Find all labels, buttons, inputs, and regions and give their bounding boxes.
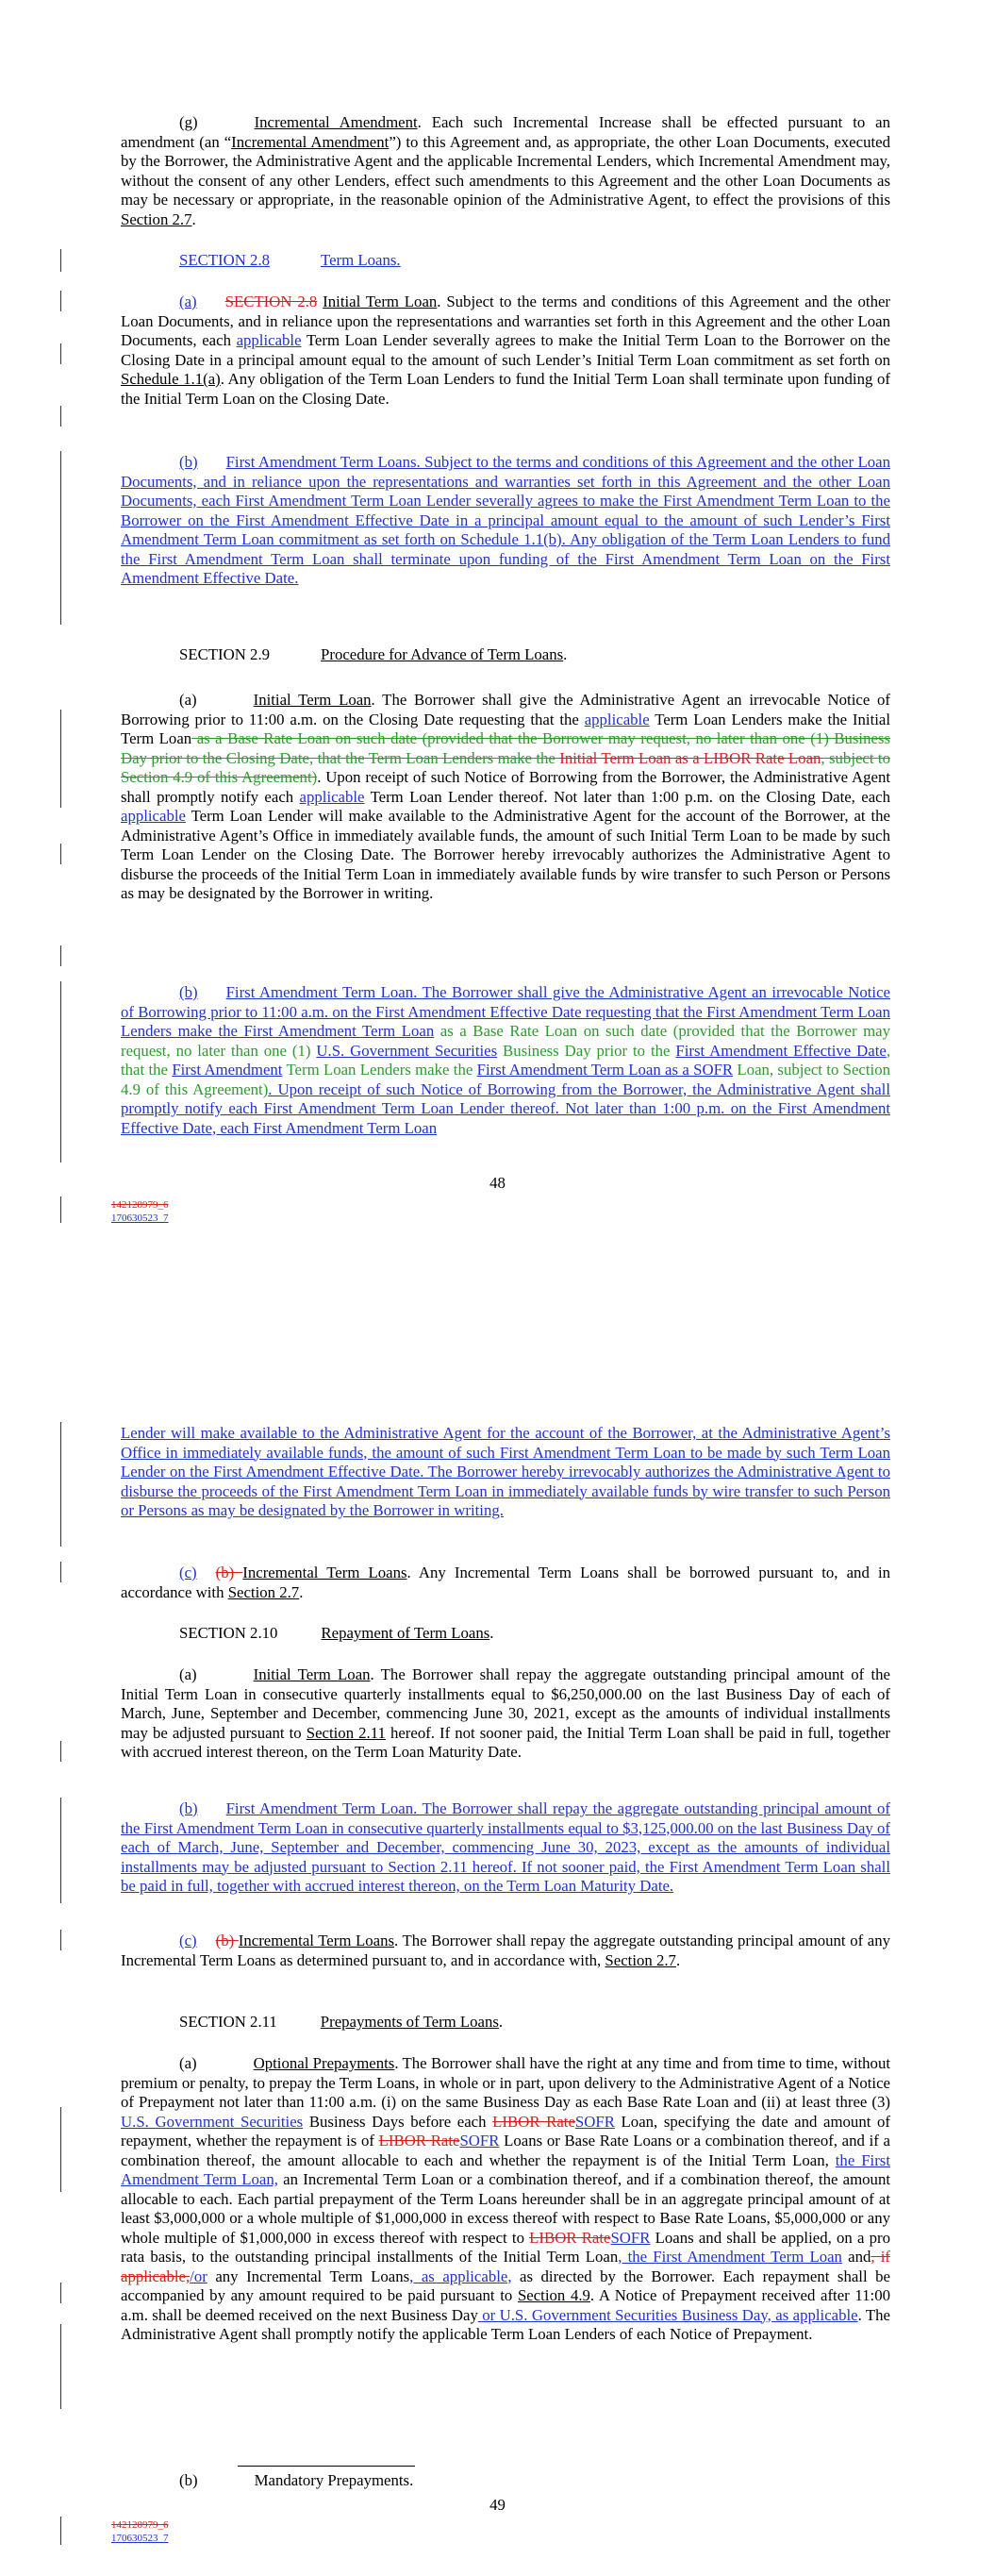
change-bar [60, 1741, 61, 1762]
section-ref[interactable]: Section 2.11 [306, 1723, 386, 1742]
change-bar [60, 249, 61, 272]
change-bar [60, 1562, 61, 1582]
section-2-8-heading: SECTION 2.8 Term Loans. [179, 251, 401, 269]
change-bar [60, 981, 61, 1163]
para-2-9-c: (c) (b) Incremental Term Loans. Any Incremental Term Loans shall be borrowed pursuant to, and in accordance with Section 2.7. [121, 1564, 890, 1601]
change-bar [60, 451, 61, 625]
change-bar [60, 2517, 61, 2545]
section-ref[interactable]: Section 2.7 [121, 209, 192, 228]
para-2-8-a: (a) SECTION 2.8 Initial Term Loan. Subject to the terms and conditions of this Agreement and the other Loan Documents, and in reliance upon the representations and warranties set forth in this Agreement and the other Loan Documents, each applicable Term Loan Lender severally agrees to make the Initial Term Loan to the Borrower on the Closing Date in a principal amount equal to the amount of such Lender’s Initial Term Loan commitment as set forth on Schedule 1.1(a). Any obligation of the Term Loan Lenders to fund the Initial Term Loan shall terminate upon funding of the Initial Term Loan on the Closing Date. [121, 293, 891, 408]
para-2-9-b-continued: Lender will make available to the Administrative Agent for the account of the Borrower, at the Administrative Agent’s Office in immediately available funds, the amount of such First Amendment Term Loan to be made by such Term Loan Lender on the First Amendment Effective Date. The Borrower hereby irrevocably authorizes the Administrative Agent to disburse the proceeds of the First Amendment Term Loan in immediately available funds by wire transfer to such Person or Persons as may be designated by the Borrower in writing. [121, 1424, 890, 1519]
para-2-8-b: (b) First Amendment Term Loans. Subject to the terms and conditions of this Agreement and the other Loan Documents, and in reliance upon the representations and warranties set forth in this Agreement and the other Loan Documents, each First Amendment Term Loan Lender severally agrees to make the First Amendment Term Loan to the Borrower on the First Amendment Effective Date in a principal amount equal to the amount of such Lender’s First Amendment Term Loan commitment as set forth on Schedule 1.1(b). Any obligation of the Term Loan Lenders to fund the First Amendment Term Loan shall terminate upon funding of the First Amendment Term Loan on the First Amendment Effective Date. [121, 453, 890, 587]
para-2-10-a: (a) Initial Term Loan. The Borrower shall repay the aggregate outstanding principal amount of the Initial Term Loan in consecutive quarterly installments equal to $6,250,000.00 on the last Business Day of each of March, June, September and December, commencing June 30, 2021, except as the amounts of individual installments may be adjusted pursuant to Section 2.11 hereof. If not sooner paid, the Initial Term Loan shall be paid in full, together with accrued interest thereon, on the Term Loan Maturity Date. [121, 1665, 890, 1761]
change-bar [60, 1930, 61, 1950]
para-2-11-a: (a) Optional Prepayments. The Borrower shall have the right at any time and from time to time, without premium or penalty, to prepay the Term Loans, in whole or in part, upon delivery to the Administrative Agent of a Notice of Prepayment not later than 11:00 a.m. (i) on the same Business Day as each Base Rate Loan and (ii) at least three (3) U.S. Government Securities Business Days before each LIBOR RateSOFR Loan, specifying the date and amount of repayment, whether the repayment is of LIBOR RateSOFR Loans or Base Rate Loans or a combination thereof, and if a combination thereof, the amount allocable to each and whether the repayment is of the Initial Term Loan, the First Amendment Term Loan, an Incremental Term Loan or a combination thereof, and if a combination thereof, the amount allocable to each. Each partial prepayment of the Term Loans hereunder shall be in an aggregate principal amount of at least $3,000,000 or a whole multiple of $1,000,000 in excess thereof with respect to Base Rate Loans, $5,000,000 or any whole multiple of $1,000,000 in excess thereof with respect to LIBOR RateSOFR Loans and shall be applied, on a pro rata basis, to the outstanding principal installments of the Initial Term Loan, the First Amendment Term Loan and, if applicable,/or any Incremental Term Loans, as applicable, as directed by the Borrower. Each repayment shall be accompanied by any amount required to be paid pursuant to Section 4.9. A Notice of Prepayment received after 11:00 a.m. shall be deemed received on the next Business Day or U.S. Government Securities Business Day, as applicable. The Administrative Agent shall promptly notify the applicable Term Loan Lenders of each Notice of Prepayment. [121, 2054, 891, 2343]
change-bar [60, 343, 61, 364]
para-2-7-g: (g) Incremental Amendment. Each such Incremental Increase shall be effected pursuant to an amendment (an “Incremental Amendment”) to this Agreement and, as appropriate, the other Loan Documents, executed by the Borrower, the Administrative Agent and the applicable Incremental Lenders, which Incremental Amendment may, without the consent of any other Lenders, effect such amendments to this Agreement and the other Loan Documents as may be necessary or appropriate, in the reasonable opinion of the Administrative Agent, to effect the provisions of this Section 2.7. [121, 113, 891, 228]
change-bar [60, 291, 61, 311]
change-bar [60, 2107, 61, 2192]
schedule-ref[interactable]: Schedule 1.1(a) [121, 370, 221, 388]
change-bar [60, 945, 61, 966]
document-id: 142128979_6 170630523_7 [111, 1199, 169, 1224]
change-bar [60, 710, 61, 808]
change-bar [60, 1798, 61, 1903]
change-bar [60, 2283, 61, 2303]
section-2-9-heading: SECTION 2.9 Procedure for Advance of Term Loans. [179, 645, 568, 663]
section-ref[interactable]: Section 2.7 [227, 1582, 300, 1601]
section-ref[interactable]: Section 4.9 [517, 2286, 590, 2304]
change-bar [60, 1196, 61, 1223]
change-bar [60, 406, 61, 427]
page-49 [0, 1288, 995, 2576]
para-2-10-b: (b) First Amendment Term Loan. The Borrower shall repay the aggregate outstanding principal amount of the First Amendment Term Loan in consecutive quarterly installments equal to $3,125,000.00 on the last Business Day of each of March, June, September and December, commencing June 30, 2023, except as the amounts of individual installments may be adjusted pursuant to Section 2.11 hereof. If not sooner paid, the First Amendment Term Loan shall be paid in full, together with accrued interest thereon, on the Term Loan Maturity Date. [121, 1799, 890, 1895]
change-bar [60, 1422, 61, 1547]
footnote-separator [238, 2466, 415, 2467]
page-number: 48 [489, 1174, 506, 1192]
document-id: 142128979_6 170630523_7 [111, 2519, 169, 2544]
para-2-9-b: (b) First Amendment Term Loan. The Borrower shall give the Administrative Agent an irrevocable Notice of Borrowing prior to 11:00 a.m. on the First Amendment Effective Date requesting that the First Amendment Term Loan Lenders make the First Amendment Term Loan as a Base Rate Loan on such date (provided that the Borrower may request, no later than one (1) U.S. Government Securities Business Day prior to the First Amendment Effective Date, that the First Amendment Term Loan Lenders make the First Amendment Term Loan as a SOFR Loan, subject to Section 4.9 of this Agreement). Upon receipt of such Notice of Borrowing from the Borrower, the Administrative Agent shall promptly notify each First Amendment Term Loan Lender thereof. Not later than 1:00 p.m. on the First Amendment Effective Date, each First Amendment Term Loan [121, 983, 891, 1137]
page-number: 49 [489, 2496, 506, 2514]
change-bar [60, 2324, 61, 2409]
section-2-10-heading: SECTION 2.10 Repayment of Term Loans. [179, 1624, 494, 1642]
para-2-9-a: (a) Initial Term Loan. The Borrower shall give the Administrative Agent an irrevocable Notice of Borrowing prior to 11:00 a.m. on the Closing Date requesting that the applicable Term Loan Lenders make the Initial Term Loan as a Base Rate Loan on such date (provided that the Borrower may request, no later than one (1) Business Day prior to the Closing Date, that the Term Loan Lenders make the Initial Term Loan as a LIBOR Rate Loan, subject to Section 4.9 of this Agreement). Upon receipt of such Notice of Borrowing from the Borrower, the Administrative Agent shall promptly notify each applicable Term Loan Lender thereof. Not later than 1:00 p.m. on the Closing Date, each applicable Term Loan Lender will make available to the Administrative Agent for the account of the Borrower, at the Administrative Agent’s Office in immediately available funds, the amount of such Initial Term Loan to be made by such Term Loan Lender on the Closing Date. The Borrower hereby irrevocably authorizes the Administrative Agent to disburse the proceeds of the Initial Term Loan in immediately available funds by wire transfer to such Person or Persons as may be designated by the Borrower in writing. [121, 691, 890, 902]
section-ref[interactable]: Section 2.7 [605, 1950, 676, 1969]
para-2-10-c: (c) (b) Incremental Term Loans. The Borrower shall repay the aggregate outstanding principal amount of any Incremental Term Loans as determined pursuant to, and in accordance with, Section 2.7. [121, 1932, 890, 1969]
para-2-11-b: (b) Mandatory Prepayments. [179, 2471, 414, 2489]
section-2-11-heading: SECTION 2.11 Prepayments of Term Loans. [179, 2013, 504, 2031]
change-bar [60, 844, 61, 864]
